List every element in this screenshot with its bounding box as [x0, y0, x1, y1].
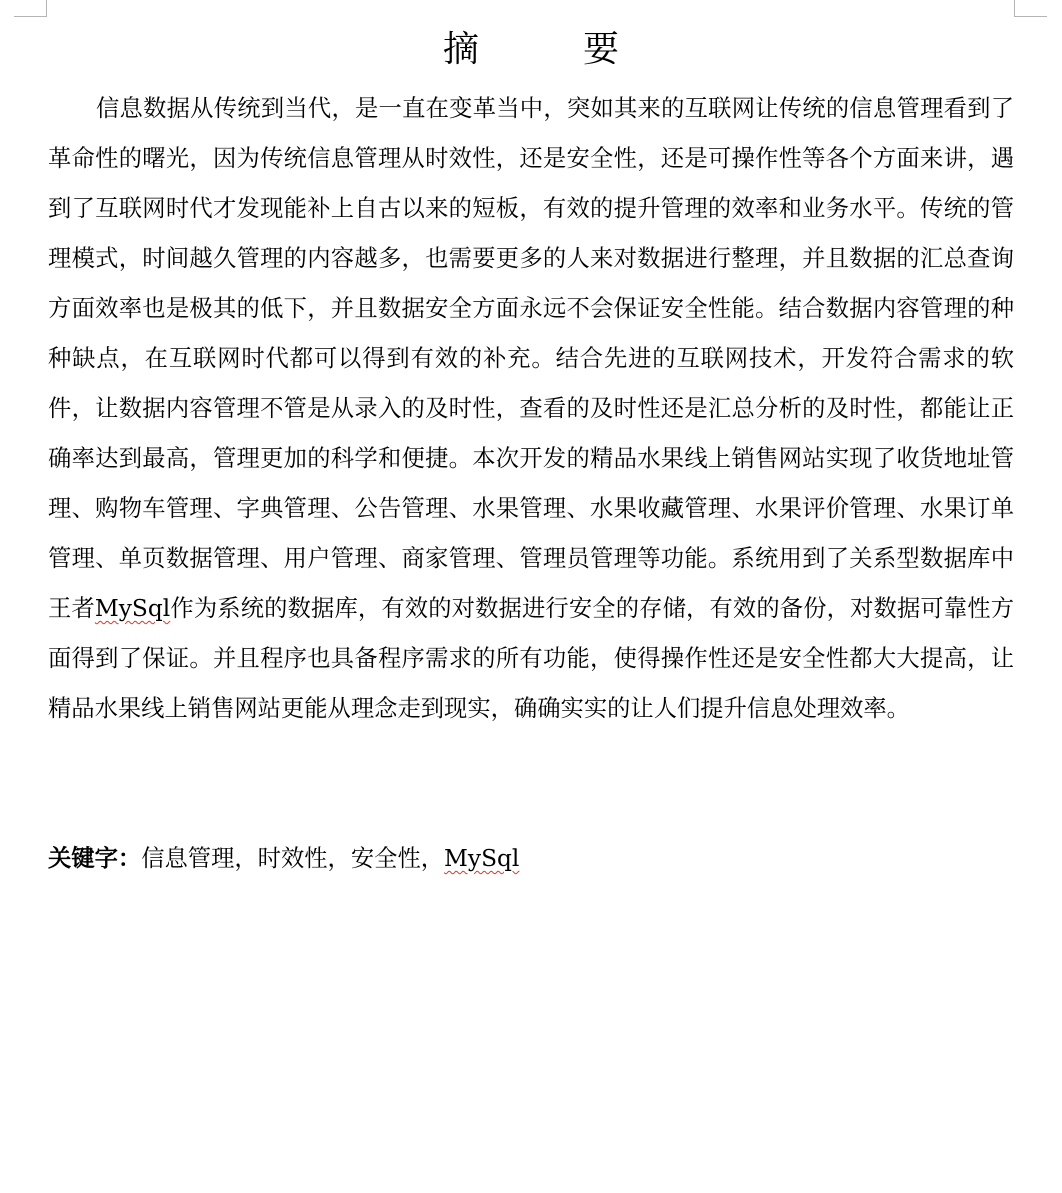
abstract-text-part-1: 信息数据从传统到当代，是一直在变革当中，突如其来的互联网让传统的信息管理看到了革命性的曙光，因为传统信息管理从时效性，还是安全性，还是可操作性等各个方面来讲，遇到了互联网时代才发现能补上自古以来的短板，有效的提升管理的效率和业务水平。传统的管理模式，时间越久管理的内容越多，也需要更多的人来对数据进行整理，并且数据的汇总查询方面效率也是极其的低下，并且数据安全方面永远不会保证安全性能。结合数据内容管理的种种缺点，在互联网时代都可以得到有效的补充。结合先进的互联网技术，开发符合需求的软件，让数据内容管理不管是从录入的及时性，查看的及时性还是汇总分析的及时性，都能让正确率达到最高，管理更加的科学和便捷。本次开发的精品水果线上销售网站实现了收货地址管理、购物车管理、字典管理、公告管理、水果管理、水果收藏管理、水果评价管理、水果订单管理、单页数据管理、用户管理、商家管理、管理员管理等功能。系统用到了关系型数据库中王者: [48, 95, 1014, 622]
top-left-crop-mark: [14, 0, 47, 17]
keywords-line: [48, 834, 1014, 884]
keywords-flagged-term: MySql: [444, 845, 520, 872]
spellcheck-flagged-term: MySql: [94, 595, 171, 622]
abstract-title: 摘 要: [442, 29, 653, 70]
abstract-paragraph: [48, 84, 1014, 734]
keywords-label: 关键字：: [48, 845, 142, 872]
top-right-crop-mark: [1014, 0, 1047, 17]
abstract-text-part-2: 作为系统的数据库，有效的对数据进行安全的存储，有效的备份，对数据可靠性方面得到了保证。并且程序也具备程序需求的所有功能，使得操作性还是安全性都大大提高，让精品水果线上销售网站更能从理念走到现实，确确实实的让人们提升信息处理效率。: [48, 595, 1015, 722]
keywords-list: 信息管理，时效性，安全性，: [141, 845, 445, 872]
